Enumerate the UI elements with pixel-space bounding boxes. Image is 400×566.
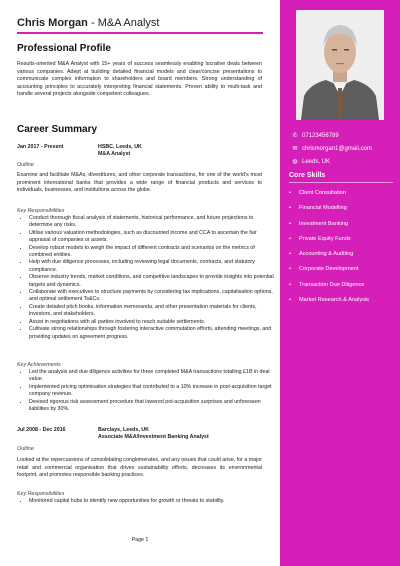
skill-item: • Accounting & Auditing	[289, 247, 399, 262]
contact-email	[291, 145, 372, 152]
header-separator: -	[87, 17, 98, 29]
job-1-dates: Jan 2017 - Present	[17, 144, 64, 150]
job-2-dates: Jul 2008 - Dec 2016	[17, 427, 66, 433]
profile-photo	[296, 10, 384, 120]
job-2-responsibilities-label: Key Responsibilities	[17, 491, 65, 497]
globe-icon: ◍	[292, 159, 298, 165]
job-1-title: M&A Analyst	[98, 151, 131, 157]
contact-location	[291, 158, 330, 165]
list-item: • Develop robust models to weigh the impact of different contracts and scenarios on the metrics of combined entities.	[29, 245, 277, 260]
profile-heading: Professional Profile	[17, 43, 111, 54]
job-1-responsibilities	[17, 215, 277, 341]
job-1-employer: HSBC, Leeds, UK	[98, 144, 142, 150]
page-number: Page 1	[131, 537, 149, 543]
job-1-outline-label: Outline	[17, 162, 34, 168]
phone-icon: ✆	[292, 133, 298, 139]
header-rule	[17, 32, 263, 34]
list-item: • Conduct thorough fiscal analysis of statements, historical performance, and future projections to determine any risks.	[29, 215, 277, 230]
list-item: • Assist in negotiations with all parties involved to reach suitable settlements.	[29, 319, 277, 326]
job-1-achievements-label: Key Achievements	[17, 362, 61, 368]
skill-item: • Client Consultation	[289, 186, 399, 201]
person-photo-icon	[296, 10, 384, 120]
job-1-outline: Examine and facilitate M&As, divestitures, and other corporate transactions, for one of the world's most prominent international banks that provides a wide range of financial products and services to individuals, businesses, and institutions across the globe.	[17, 172, 262, 194]
list-item: • Help with due diligence processes, including reviewing legal documents, contracts, and statutory compliance.	[29, 259, 277, 274]
resume-header	[17, 17, 159, 29]
list-item: • Cultivate strong relationships through fostering interactive commutation efforts, attending meetings, and providing updates on agreement progress.	[29, 326, 277, 341]
job-2-outline-label: Outline	[17, 446, 34, 452]
skills-list	[289, 186, 399, 308]
contact-phone	[291, 132, 339, 139]
skill-item: • Private Equity Funds	[289, 232, 399, 247]
list-item: • Collaborate with executives to structure payments by considering tax implications, capitalisation options, and optimal settlement Ts&Cs.	[29, 289, 277, 304]
profile-text: Results-oriented M&A Analyst with 15+ years of success seamlessly enabling lucrative deals between various companies. Adept at building detailed financial models and clear/concise presentations to communicate complex information to shareholders and board members. Strong understanding of accounting principles to accurately interpreting financial statements. Proven ability to multi-task and handle several projects alongside competent colleagues.	[17, 61, 262, 98]
candidate-name: Chris Morgan	[17, 17, 88, 29]
phone-text: 07123456789	[302, 133, 339, 139]
skill-item: • Financial Modelling	[289, 201, 399, 216]
job-2-employer: Barclays, Leeds, UK	[98, 427, 149, 433]
location-text: Leeds, UK	[302, 159, 331, 165]
skills-rule	[289, 182, 393, 183]
list-item: • Implemented pricing optimisation strategies that contributed to a 10% increase in post-acquisition target company revenue.	[29, 384, 277, 399]
email-text: chrismorgan1@gmail.com	[302, 146, 372, 152]
job-2-outline: Looked at the repercussions of consolidating conglomerates, and any issues that could arise, for a major retail and commercial organisation that drives sustainability efforts, decreases its environmental footprint, and promotes responsible banking practices.	[17, 457, 262, 479]
skills-heading: Core Skills	[289, 172, 326, 179]
career-heading: Career Summary	[17, 124, 98, 135]
skill-item: • Investment Banking	[289, 217, 399, 232]
list-item: • Monitored capital hubs to identify new opportunities for growth or threats to stability.	[29, 498, 277, 505]
job-1-achievements	[17, 369, 277, 413]
job-2-responsibilities	[17, 498, 277, 505]
skill-item: • Corporate Development	[289, 262, 399, 277]
list-item: • Create detailed pitch books, information memoranda, and other presentation materials for clients, investors, and stakeholders.	[29, 304, 277, 319]
email-icon: ✉	[292, 146, 298, 152]
skill-item: • Market Research & Analysis	[289, 293, 399, 308]
job-1-responsibilities-label: Key Responsibilities	[17, 208, 65, 214]
list-item: • Observe industry trends, market conditions, and competitive landscapes to provide insights into potential targets and dynamics.	[29, 274, 277, 289]
list-item: • Led the analysis and due diligence activities for three completed M&A transactions totalling £1B in deal value.	[29, 369, 277, 384]
list-item: • Utilise various valuation methodologies, such as discounted income and CCA to ascertain the fair appraisal of companies or assets.	[29, 230, 277, 245]
candidate-role: M&A Analyst	[97, 17, 160, 29]
list-item: • Devised rigorous risk assessment procedure that lowered pot-acquisition surprises and unforeseen liabilities by 30%.	[29, 399, 277, 414]
skill-item: • Transaction Due Diligence	[289, 278, 399, 293]
job-2-title: Associate M&A/Investment Banking Analyst	[98, 434, 209, 440]
